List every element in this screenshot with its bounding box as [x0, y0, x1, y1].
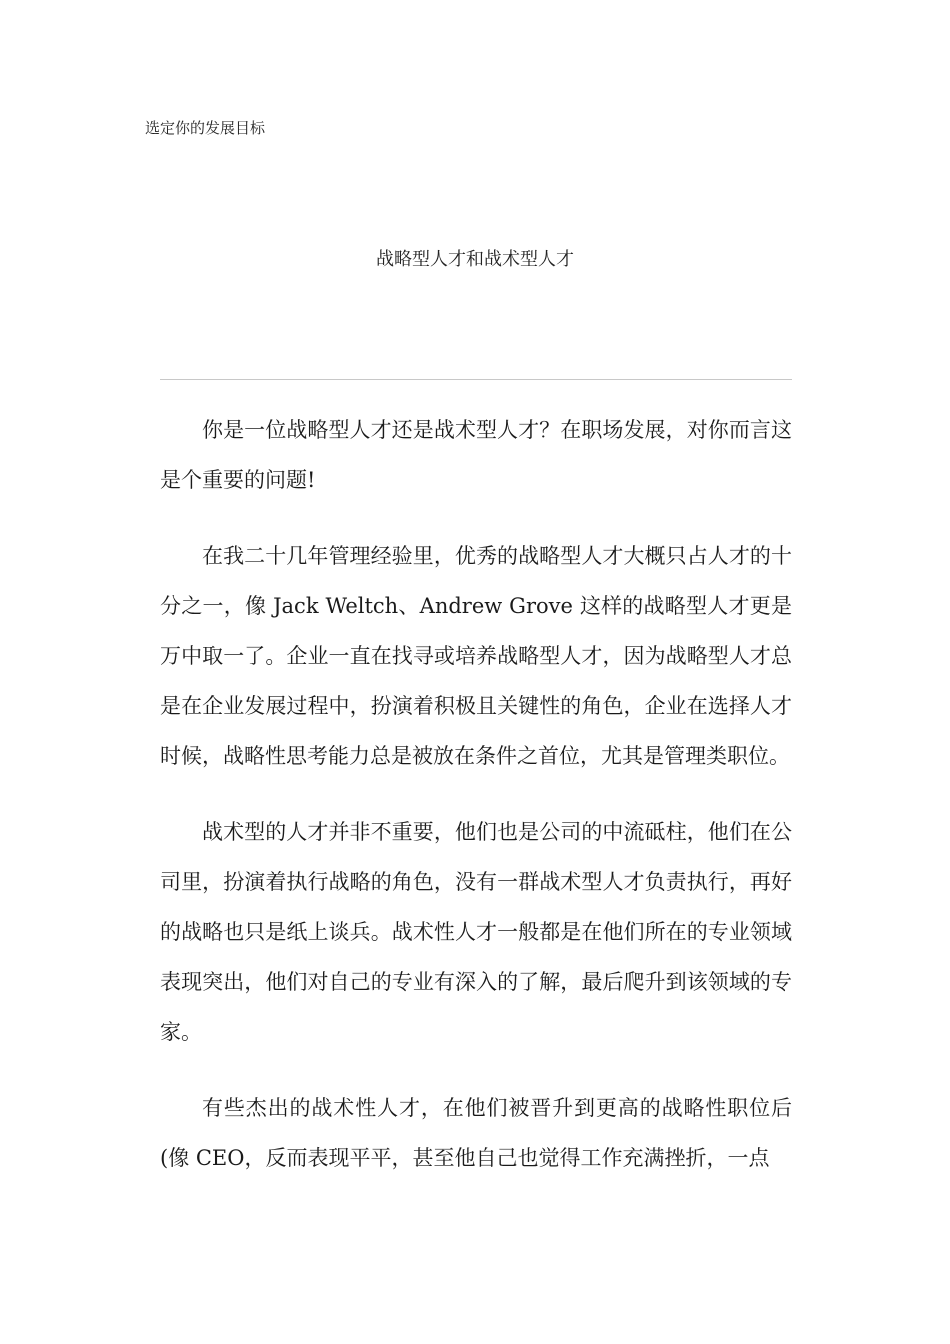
paragraph-1: 你是一位战略型人才还是战术型人才？在职场发展，对你而言这是个重要的问题!: [160, 418, 792, 492]
paragraph-3: 战术型的人才并非不重要，他们也是公司的中流砥柱，他们在公司里，扮演着执行战略的角色，没有一群战术型人才负责执行，再好的战略也只是纸上谈兵。战术性人才一般都是在他们所在的专业领域表现突出，他们对自己的专业有深入的了解，最后爬升到该领域的专家。: [160, 820, 792, 1044]
article-body: [160, 405, 792, 1209]
paragraph-2: 在我二十几年管理经验里，优秀的战略型人才大概只占人才的十分之一，像 Jack Weltch、Andrew Grove 这样的战略型人才更是万中取一了。企业一直在找寻或培养战略型人才，因为战略型人才总是在企业发展过程中，扮演着积极且关键性的角色，企业在选择人才时候，战略性思考能力总是被放在条件之首位，尤其是管理类职位。: [160, 544, 792, 768]
title-divider: [160, 379, 792, 380]
paragraph-4: 有些杰出的战术性人才，在他们被晋升到更高的战略性职位后(像 CEO，反而表现平平，甚至他自己也觉得工作充满挫折，一点: [160, 1096, 792, 1170]
article-title: 战略型人才和战术型人才: [376, 249, 574, 270]
document-header-label: 选定你的发展目标: [145, 119, 266, 137]
